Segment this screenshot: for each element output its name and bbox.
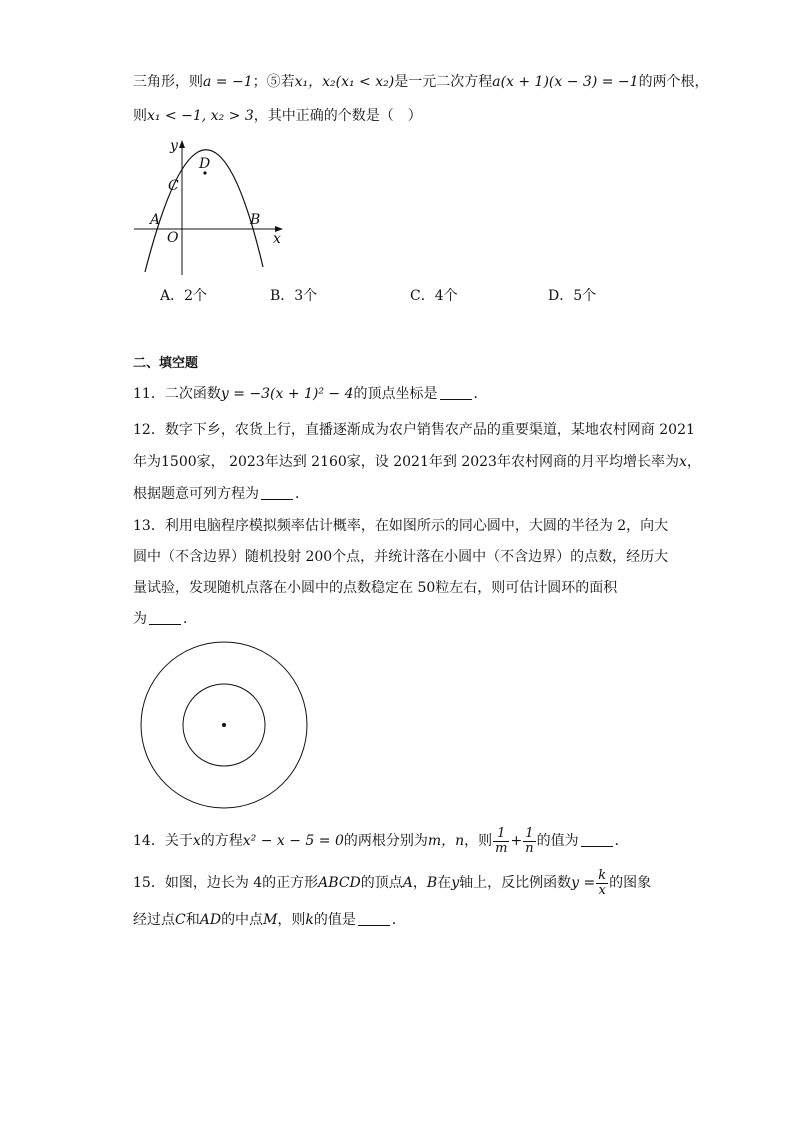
q13-answer-blank bbox=[149, 610, 181, 625]
origin-label: O bbox=[167, 230, 179, 246]
point-d-label: D bbox=[199, 156, 211, 172]
x-axis-label: x bbox=[273, 231, 281, 247]
option-d: D．5个 bbox=[548, 288, 597, 304]
option-c: C．4个 bbox=[410, 288, 458, 304]
q12-line1: 12．数字下乡，农货上行，直播逐渐成为农户销售农产品的重要渠道，某地农村网商 2021 bbox=[133, 422, 695, 438]
q13-line1: 13．利用电脑程序模拟频率估计概率，在如图所示的同心圆中，大圆的半径为 2，向大 bbox=[133, 518, 669, 534]
y-axis-arrow bbox=[179, 140, 185, 148]
q10-a-value: a = −1 bbox=[203, 74, 253, 90]
q10-equation: a(x + 1)(x − 3) = −1 bbox=[492, 74, 639, 90]
q14-answer-blank bbox=[581, 832, 613, 847]
concentric-circles-figure bbox=[138, 640, 310, 812]
parabola-graph bbox=[128, 136, 298, 278]
center-dot bbox=[222, 723, 226, 727]
q11-function: y = −3(x + 1)² − 4 bbox=[220, 386, 354, 402]
q15-line1: 15．如图，边长为 4的正方形ABCD的顶点A，B在y轴上，反比例函数y = $\frac{k}{x}$ 的图象 bbox=[133, 867, 652, 898]
circled-five: ⑤ bbox=[266, 74, 281, 90]
q11-answer-blank bbox=[440, 385, 472, 400]
q12-line3: 根据题意可列方程为 ． bbox=[133, 486, 309, 502]
q11: 11．二次函数y = −3(x + 1)² − 4的顶点坐标是 ． bbox=[133, 386, 488, 402]
q15-line2: 经过点C和AD的中点M，则k的值是 ． bbox=[133, 912, 406, 928]
q14-fraction-1: $\frac{1}{m}$ bbox=[495, 825, 508, 856]
q10-line1: 三角形，则a = −1；⑤若x₁，x₂(x₁ < x₂)是一元二次方程a(x + 1)(x − 3) = −1的两个根， bbox=[133, 74, 709, 90]
q15-answer-blank bbox=[358, 911, 390, 926]
q15-fraction: $\frac{k}{x}$ bbox=[598, 867, 607, 898]
point-c-label: C bbox=[168, 178, 179, 194]
option-a: A．2个 bbox=[160, 288, 208, 304]
q13-line3: 量试验，发现随机点落在小圆中的点数稳定在 50粒左右，则可估计圆环的面积 bbox=[133, 580, 618, 596]
q14-fraction-2: $\frac{1}{n}$ bbox=[525, 825, 534, 856]
q14: 14．关于x的方程x² − x − 5 = 0的两根分别为m，n，则 $\frac{1}{m}$ + $\frac{1}{n}$ 的值为 ． bbox=[133, 825, 629, 856]
q10-line2: 则x₁ < −1, x₂ > 3，其中正确的个数是（ ） bbox=[133, 108, 422, 124]
q12-line2: 年为1500家， 2023年达到 2160家，设 2021年到 2023年农村网商的月平均增长率为x， bbox=[133, 454, 701, 470]
q13-line2: 圆中（不含边界）随机投射 200个点，并统计落在小圆中（不含边界）的点数，经历大 bbox=[133, 549, 669, 565]
option-b: B．3个 bbox=[270, 288, 318, 304]
y-axis-label: y bbox=[170, 138, 178, 154]
point-a-label: A bbox=[150, 212, 161, 228]
section-title: 二、填空题 bbox=[133, 356, 199, 371]
point-b-label: B bbox=[250, 212, 261, 228]
q14-equation: x² − x − 5 = 0 bbox=[242, 833, 344, 849]
q13-line4: 为 ． bbox=[133, 611, 197, 627]
q12-answer-blank bbox=[261, 485, 293, 500]
